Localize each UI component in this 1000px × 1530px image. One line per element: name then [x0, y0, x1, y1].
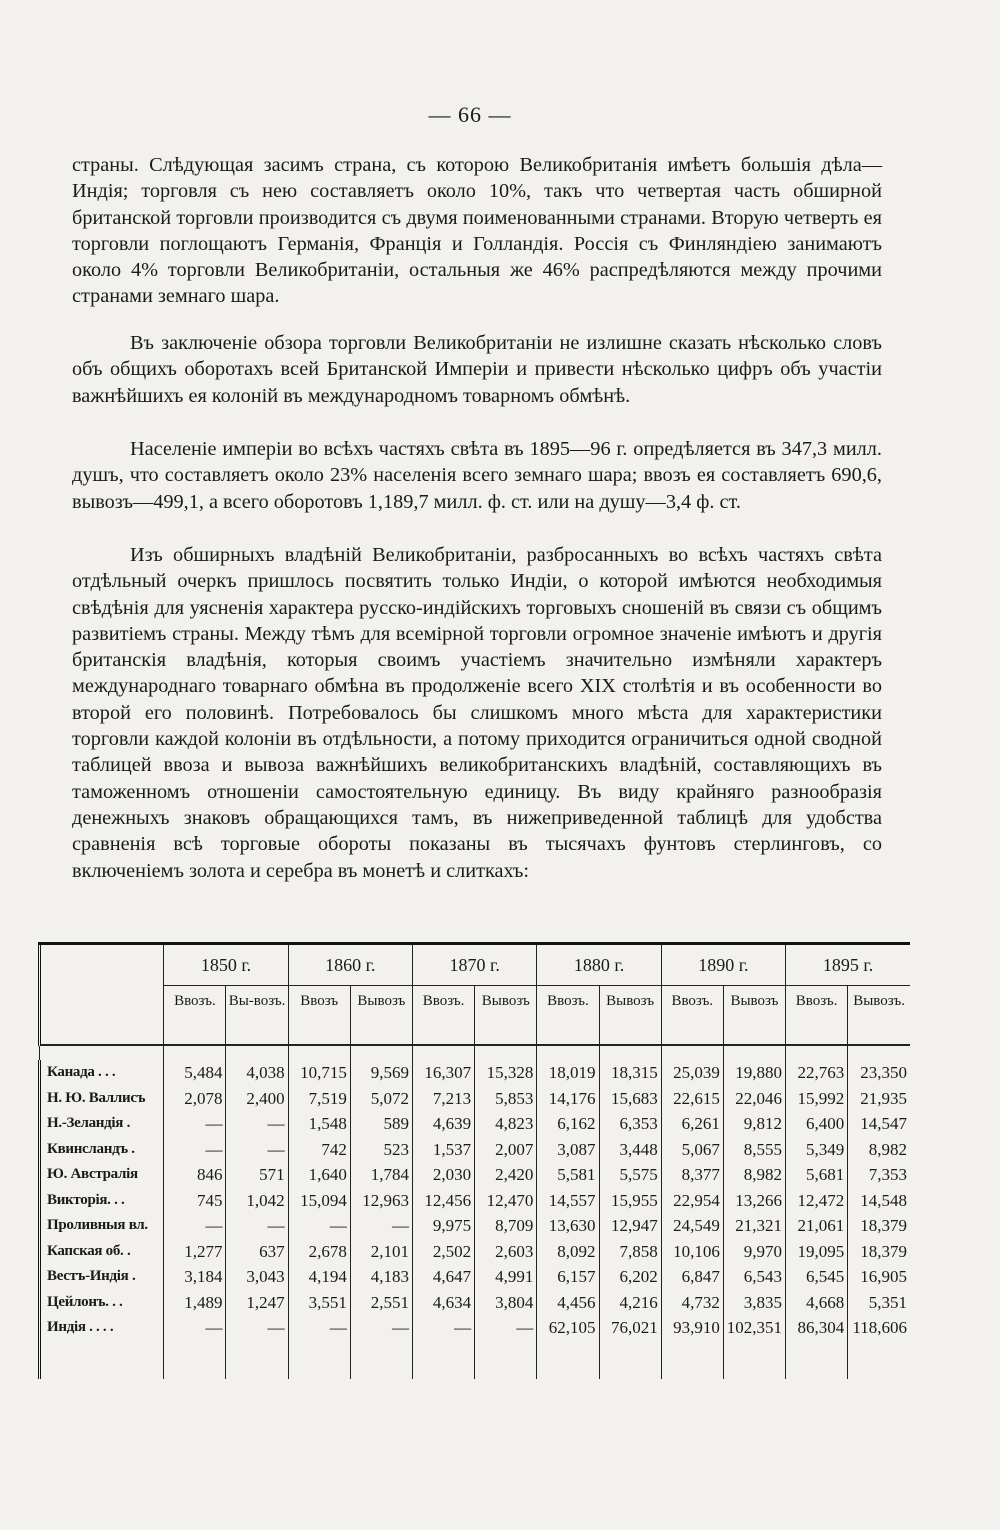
import-value: 8,092 [537, 1239, 599, 1265]
export-value: 1,042 [226, 1188, 288, 1214]
import-header: Ввозъ. [164, 986, 226, 1046]
import-value: 15,094 [288, 1188, 350, 1214]
import-value: 742 [288, 1137, 350, 1163]
export-value: 118,606 [848, 1315, 910, 1341]
export-value: 637 [226, 1239, 288, 1265]
export-value: 4,823 [475, 1111, 537, 1137]
export-value: 12,947 [599, 1213, 661, 1239]
import-value: 4,456 [537, 1290, 599, 1316]
import-value: 22,763 [786, 1060, 848, 1086]
export-value: 2,551 [350, 1290, 412, 1316]
export-header: Вывозъ [475, 986, 537, 1046]
import-value: 1,277 [164, 1239, 226, 1265]
year-header: 1890 г. [661, 945, 785, 986]
import-value: 1,548 [288, 1111, 350, 1137]
import-value: 3,087 [537, 1137, 599, 1163]
export-value: 18,315 [599, 1060, 661, 1086]
table-row [40, 1264, 911, 1290]
year-header: 1850 г. [164, 945, 288, 986]
import-value: 6,545 [786, 1264, 848, 1290]
import-value: 21,061 [786, 1213, 848, 1239]
import-value: 2,502 [413, 1239, 475, 1265]
import-header: Ввозъ. [413, 986, 475, 1046]
paragraph-4 [72, 542, 882, 884]
import-value: 6,157 [537, 1264, 599, 1290]
import-value: 6,400 [786, 1111, 848, 1137]
import-value: 22,615 [661, 1086, 723, 1112]
table-row [40, 1315, 911, 1341]
colony-name: Ю. Австралія [40, 1162, 164, 1188]
import-value: 1,640 [288, 1162, 350, 1188]
export-value: 8,982 [723, 1162, 785, 1188]
import-value: 6,261 [661, 1111, 723, 1137]
export-value: 13,266 [723, 1188, 785, 1214]
export-header: Вывозъ [350, 986, 412, 1046]
export-value: — [226, 1111, 288, 1137]
export-value: 16,905 [848, 1264, 910, 1290]
import-value: — [164, 1137, 226, 1163]
export-value: 2,007 [475, 1137, 537, 1163]
import-value: 62,105 [537, 1315, 599, 1341]
export-value: 12,470 [475, 1188, 537, 1214]
export-value: 21,935 [848, 1086, 910, 1112]
table-row [40, 1213, 911, 1239]
table-body [40, 1060, 911, 1341]
export-value: 6,202 [599, 1264, 661, 1290]
import-value: 6,847 [661, 1264, 723, 1290]
export-value: 4,038 [226, 1060, 288, 1086]
export-value: 15,328 [475, 1060, 537, 1086]
export-value: — [475, 1315, 537, 1341]
table-row [40, 1239, 911, 1265]
export-value: 9,812 [723, 1111, 785, 1137]
import-value: 4,732 [661, 1290, 723, 1316]
export-value: 1,784 [350, 1162, 412, 1188]
export-value: 4,991 [475, 1264, 537, 1290]
export-value: — [226, 1137, 288, 1163]
year-header: 1895 г. [786, 945, 910, 986]
paragraph-2 [72, 330, 882, 409]
export-value: 4,183 [350, 1264, 412, 1290]
import-value: 5,067 [661, 1137, 723, 1163]
export-value: 5,351 [848, 1290, 910, 1316]
export-value: 15,683 [599, 1086, 661, 1112]
import-value: 22,954 [661, 1188, 723, 1214]
import-header: Ввозъ [288, 986, 350, 1046]
export-value: 19,880 [723, 1060, 785, 1086]
import-value: 15,992 [786, 1086, 848, 1112]
import-value: 1,489 [164, 1290, 226, 1316]
export-header: Вывозъ [599, 986, 661, 1046]
export-value: 15,955 [599, 1188, 661, 1214]
import-value: 1,537 [413, 1137, 475, 1163]
colony-name: Цейлонъ. . . [40, 1290, 164, 1316]
colony-name: Индія . . . . [40, 1315, 164, 1341]
import-header: Ввозъ. [661, 986, 723, 1046]
table-row [40, 1086, 911, 1112]
import-value: 14,176 [537, 1086, 599, 1112]
export-value: 2,101 [350, 1239, 412, 1265]
export-value: 3,804 [475, 1290, 537, 1316]
table-row [40, 1290, 911, 1316]
colony-name: Викторія. . . [40, 1188, 164, 1214]
import-value: 8,377 [661, 1162, 723, 1188]
import-value: 93,910 [661, 1315, 723, 1341]
paragraph-3 [72, 436, 882, 515]
export-value: 18,379 [848, 1239, 910, 1265]
import-value: 24,549 [661, 1213, 723, 1239]
colony-name: Вестъ-Индія . [40, 1264, 164, 1290]
colony-name: Н. Ю. Валлисъ [40, 1086, 164, 1112]
export-value: — [226, 1213, 288, 1239]
export-value: 14,548 [848, 1188, 910, 1214]
year-header: 1880 г. [537, 945, 661, 986]
export-value: 7,858 [599, 1239, 661, 1265]
export-value: 22,046 [723, 1086, 785, 1112]
spacer-row [40, 1045, 911, 1060]
import-value: 7,519 [288, 1086, 350, 1112]
export-value: 7,353 [848, 1162, 910, 1188]
paragraph-4-text: Изъ обширныхъ владѣній Великобританіи, разбросанныхъ во всѣхъ частяхъ свѣта отдѣльный очеркъ пришлось посвятить только Индіи, о которой имѣются необходимыя свѣдѣнія для уясненія характера русско-индійскихъ торговыхъ сношеній въ связи съ общимъ развитіемъ страны. Между тѣмъ для всемірной торговли огромное значеніе имѣютъ и другія британскія владѣнія, которыя своимъ участіемъ значительно измѣняли характеръ международнаго товарнаго обмѣна въ продолженіе всего XIX столѣтія и въ особенности во второй его половинѣ. Потребовалось бы слишкомъ много мѣста для характеристики торговли каждой колоніи въ отдѣльности, а потому приходится ограничиться одной сводной таблицей ввоза и вывоза важнѣйшихъ великобританскихъ владѣній, составляющихъ въ таможенномъ отношеніи самостоятельную единицу. Въ виду крайняго разнообразія денежныхъ знаковъ обращающихся тамъ, въ нижеприведенной таблицѣ для удобства сравненія всѣ торговые обороты показаны въ тысячахъ фунтовъ стерлинговъ, со включеніемъ золота и серебра въ монетѣ и слиткахъ: [72, 544, 882, 882]
export-header: Вывозъ. [848, 986, 910, 1046]
export-value: 5,853 [475, 1086, 537, 1112]
export-value: 2,420 [475, 1162, 537, 1188]
import-value: 14,557 [537, 1188, 599, 1214]
import-value: 18,019 [537, 1060, 599, 1086]
export-value: 5,072 [350, 1086, 412, 1112]
export-value: 23,350 [848, 1060, 910, 1086]
import-value: — [164, 1111, 226, 1137]
export-value: — [350, 1315, 412, 1341]
export-value: 3,835 [723, 1290, 785, 1316]
import-value: 19,095 [786, 1239, 848, 1265]
export-value: 14,547 [848, 1111, 910, 1137]
export-value: 589 [350, 1111, 412, 1137]
import-value: 5,484 [164, 1060, 226, 1086]
paragraph-1-text: страны. Слѣдующая засимъ страна, съ которою Великобританія имѣетъ большія дѣла—Индія; торговля съ нею составляетъ около 10%, такъ что четвертая часть обширной британской торговли производится съ двумя поименованными странами. Вторую четверть ея торговли поглощаютъ Германія, Франція и Голландія. Россія съ Финляндіею занимаютъ около 4% торговли Великобританіи, остальныя же 46% распредѣляются между прочими странами земнаго шара. [72, 154, 882, 308]
year-header: 1860 г. [288, 945, 412, 986]
subheader-row [40, 986, 911, 1046]
export-value: — [350, 1213, 412, 1239]
export-value: 5,575 [599, 1162, 661, 1188]
paragraph-2-text: Въ заключеніе обзора торговли Великобританіи не излишне сказать нѣсколько словъ объ общихъ оборотахъ всей Британской Имперіи и привести нѣсколько цифръ объ участіи важнѣйшихъ ея колоній въ международномъ товарномъ обмѣнѣ. [72, 332, 882, 407]
import-value: 4,194 [288, 1264, 350, 1290]
export-value: 1,247 [226, 1290, 288, 1316]
export-header: Вывозъ [723, 986, 785, 1046]
year-header: 1870 г. [413, 945, 537, 986]
import-value: 3,184 [164, 1264, 226, 1290]
paragraph-1 [72, 152, 882, 310]
colony-name: Капская об. . [40, 1239, 164, 1265]
export-value: 2,603 [475, 1239, 537, 1265]
import-header: Ввозъ. [786, 986, 848, 1046]
table-row [40, 1137, 911, 1163]
import-value: 745 [164, 1188, 226, 1214]
import-value: 9,975 [413, 1213, 475, 1239]
export-value: 12,963 [350, 1188, 412, 1214]
export-header: Вы-возъ. [226, 986, 288, 1046]
import-value: 2,030 [413, 1162, 475, 1188]
import-value: 4,647 [413, 1264, 475, 1290]
import-value: 846 [164, 1162, 226, 1188]
import-value: 6,162 [537, 1111, 599, 1137]
table-row [40, 1162, 911, 1188]
import-value: 4,634 [413, 1290, 475, 1316]
import-value: — [413, 1315, 475, 1341]
paragraph-3-text: Населеніе имперіи во всѣхъ частяхъ свѣта въ 1895—96 г. опредѣляется въ 347,3 милл. душъ, что составляетъ около 23% населенія всего земнаго шара; ввозъ ея составляетъ 690,6, вывозъ—499,1, а всего оборотовъ 1,189,7 милл. ф. ст. или на душу—3,4 ф. ст. [72, 438, 882, 513]
colony-header-cell [40, 945, 164, 1045]
export-value: 3,043 [226, 1264, 288, 1290]
export-value: 523 [350, 1137, 412, 1163]
import-value: 10,715 [288, 1060, 350, 1086]
colony-name: Н.-Зеландія . [40, 1111, 164, 1137]
export-value: 4,216 [599, 1290, 661, 1316]
trade-table [38, 942, 910, 1379]
export-value: 2,400 [226, 1086, 288, 1112]
export-value: 21,321 [723, 1213, 785, 1239]
export-value: 8,709 [475, 1213, 537, 1239]
colonies-trade-table [38, 945, 910, 1379]
import-value: 12,456 [413, 1188, 475, 1214]
export-value: 8,982 [848, 1137, 910, 1163]
table-row [40, 1060, 911, 1086]
colony-name: Проливныя вл. [40, 1213, 164, 1239]
import-value: 7,213 [413, 1086, 475, 1112]
import-value: 13,630 [537, 1213, 599, 1239]
export-value: 8,555 [723, 1137, 785, 1163]
export-value: 6,353 [599, 1111, 661, 1137]
import-value: 12,472 [786, 1188, 848, 1214]
import-value: 86,304 [786, 1315, 848, 1341]
import-value: — [288, 1213, 350, 1239]
export-value: 18,379 [848, 1213, 910, 1239]
export-value: 6,543 [723, 1264, 785, 1290]
page-number: — 66 — [428, 102, 512, 127]
import-value: 3,551 [288, 1290, 350, 1316]
import-value: 16,307 [413, 1060, 475, 1086]
table-row [40, 1111, 911, 1137]
export-value: 9,970 [723, 1239, 785, 1265]
import-value: 5,349 [786, 1137, 848, 1163]
import-value: 5,581 [537, 1162, 599, 1188]
import-value: 4,639 [413, 1111, 475, 1137]
export-value: 571 [226, 1162, 288, 1188]
export-value: 9,569 [350, 1060, 412, 1086]
import-value: 5,681 [786, 1162, 848, 1188]
import-value: 2,678 [288, 1239, 350, 1265]
import-value: — [164, 1315, 226, 1341]
colony-name: Канада . . . [40, 1060, 164, 1086]
import-value: 4,668 [786, 1290, 848, 1316]
export-value: — [226, 1315, 288, 1341]
import-value: 2,078 [164, 1086, 226, 1112]
year-header-row [40, 945, 911, 986]
import-header: Ввозъ. [537, 986, 599, 1046]
import-value: — [288, 1315, 350, 1341]
colony-name: Квинсландъ . [40, 1137, 164, 1163]
export-value: 3,448 [599, 1137, 661, 1163]
import-value: — [164, 1213, 226, 1239]
import-value: 10,106 [661, 1239, 723, 1265]
spacer-row [40, 1341, 911, 1379]
import-value: 25,039 [661, 1060, 723, 1086]
table-row [40, 1188, 911, 1214]
export-value: 76,021 [599, 1315, 661, 1341]
export-value: 102,351 [723, 1315, 785, 1341]
